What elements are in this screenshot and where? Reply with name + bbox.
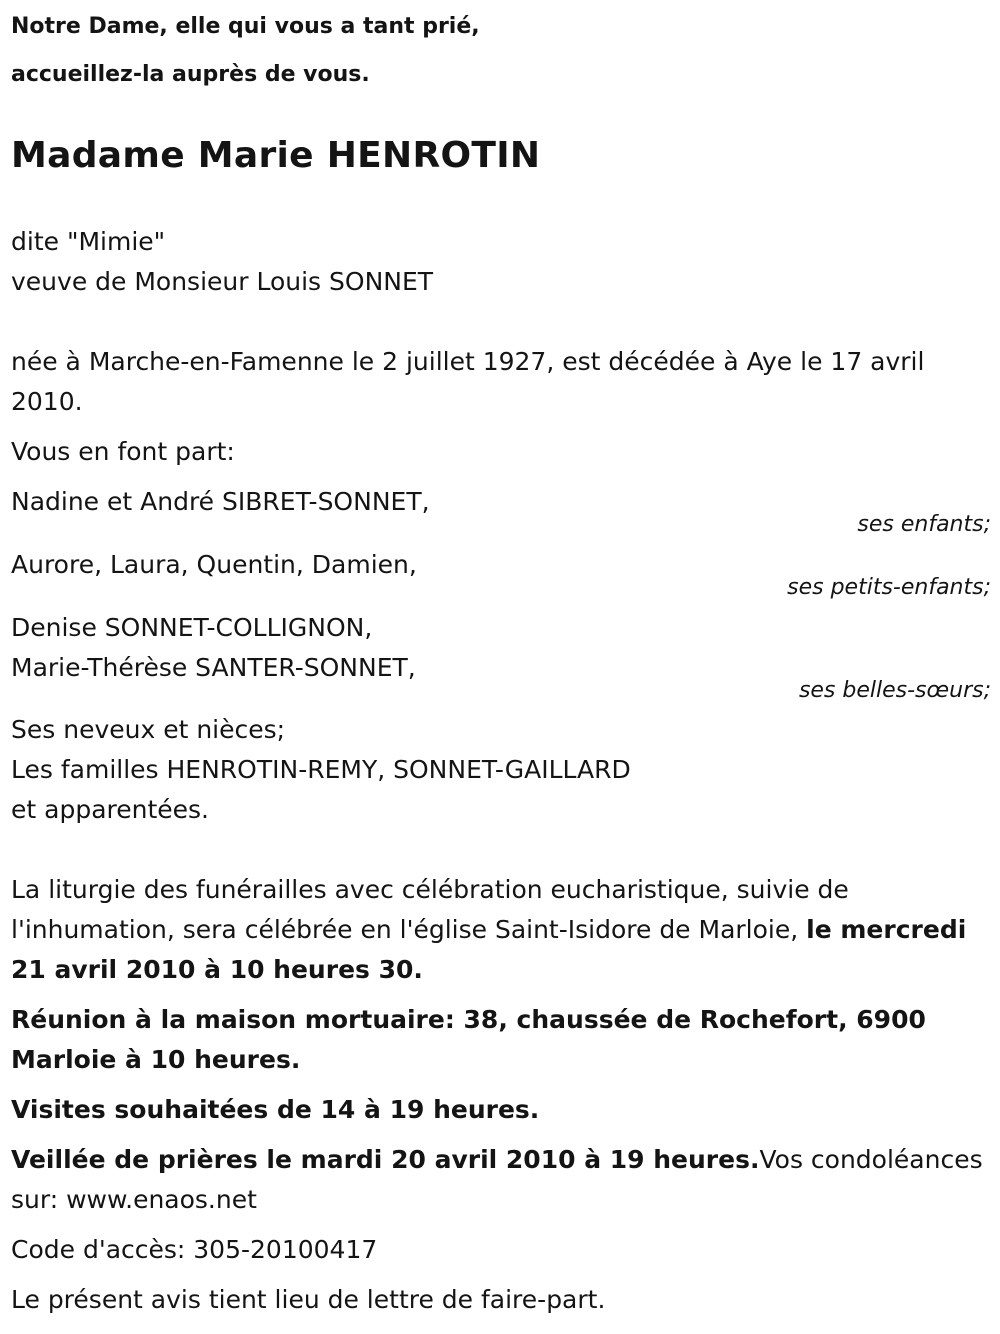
widow-of: veuve de Monsieur Louis SONNET [11, 267, 434, 296]
children-names: Nadine et André SIBRET-SONNET, [11, 487, 430, 516]
condolences-info: Vos condoléances sur: www.enaos.net [11, 1145, 983, 1214]
visits-info: Visites souhaitées de 14 à 19 heures. [11, 1095, 540, 1124]
notice-statement: Le présent avis tient lieu de lettre de faire-part. [11, 1285, 606, 1314]
families: Les familles HENROTIN-REMY, SONNET-GAILLARD [11, 755, 631, 784]
grandchildren-names: Aurore, Laura, Quentin, Damien, [11, 550, 417, 579]
liturgy-text: La liturgie des funérailles avec célébration eucharistique, suivie de l'inhumation, sera célébrée en l'église Saint-Isidore de Marloie, [11, 875, 849, 944]
sister-in-law-1: Denise SONNET-COLLIGNON, [11, 613, 373, 642]
sister-in-law-2: Marie-Thérèse SANTER-SONNET, [11, 653, 416, 682]
mortuary-meeting: Réunion à la maison mortuaire: 38, chaussée de Rochefort, 6900 Marloie à 10 heures. [11, 1005, 926, 1074]
related-families: et apparentées. [11, 795, 209, 824]
vigil-info: Veillée de prières le mardi 20 avril 2010 à 19 heures. [11, 1145, 760, 1174]
liturgy-date: le mercredi 21 avril 2010 à 10 heures 30. [11, 915, 967, 984]
birth-death-text: née à Marche-en-Famenne le 2 juillet 1927, est décédée à Aye le 17 avril 2010. [11, 347, 925, 416]
family-intro: Vous en font part: [11, 437, 235, 466]
vigil-paragraph [11, 1140, 986, 1220]
grandchildren-relation: ses petits-enfants; [787, 575, 991, 600]
liturgy-paragraph [11, 870, 986, 990]
access-code: Code d'accès: 305-20100417 [11, 1235, 378, 1264]
nephews-nieces: Ses neveux et nièces; [11, 715, 286, 744]
children-relation: ses enfants; [857, 512, 991, 537]
nickname: dite "Mimie" [11, 227, 166, 256]
epigraph-line-1: Notre Dame, elle qui vous a tant prié, [11, 14, 480, 39]
deceased-name: Madame Marie HENROTIN [11, 135, 541, 176]
epigraph-line-2: accueillez-la auprès de vous. [11, 62, 370, 87]
sisters-in-law-relation: ses belles-sœurs; [798, 678, 991, 703]
